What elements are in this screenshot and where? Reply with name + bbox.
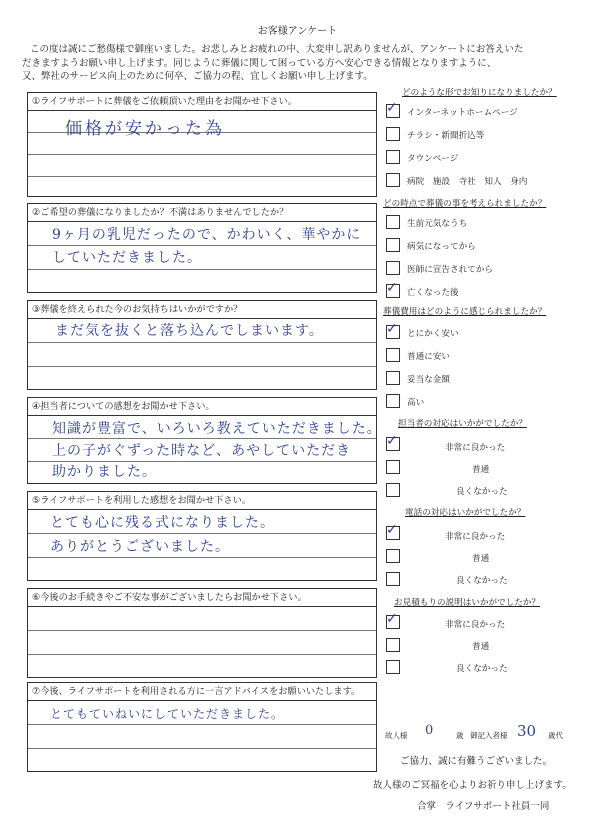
checkbox[interactable]: [386, 215, 400, 229]
option-label: 良くなかった: [456, 576, 508, 586]
condolence-text: 故人様のご冥福を心よりお祈り申し上げます。: [373, 780, 572, 791]
option-label: 普通: [472, 642, 490, 652]
option-label: とにかく安い: [407, 329, 459, 339]
option-label: 妥当な金額: [407, 375, 450, 385]
option-label: 病気になってから: [407, 242, 476, 252]
answer-4-line: 助かりました。: [52, 464, 157, 480]
answer-4-line: 知識が豊富で、いろいろ教えていただきました。: [52, 421, 382, 437]
writer-age-value: 30: [517, 722, 537, 740]
thanks-text: ご協力、誠に有難うございました。: [400, 756, 553, 767]
option-label: チラシ・新聞折込等: [407, 131, 485, 141]
section-heading: どのような形でお知りになりましたか？: [402, 88, 557, 98]
intro-line: 又、弊社のサービス向上のために何卒、ご協力の程、宜しくお願い申し上げます。: [22, 71, 373, 82]
check-mark-icon: ✓: [386, 280, 398, 296]
option-label: インターネットホームページ: [407, 108, 518, 118]
section-heading: お見積もりの説明はいかがでしたか？: [394, 598, 541, 608]
check-mark-icon: ✓: [386, 611, 398, 627]
check-mark-icon: ✓: [386, 100, 398, 116]
checkbox[interactable]: [386, 238, 400, 252]
signature-text: 合掌 ライフサポート社員一同: [417, 801, 550, 812]
answer-2-line: していただきました。: [52, 250, 202, 266]
writer-age-label: 御記入者様: [470, 731, 508, 740]
check-mark-icon: ✓: [386, 433, 398, 449]
option-label: 普通: [472, 465, 490, 475]
checkbox[interactable]: [386, 173, 400, 187]
answer-3-line: まだ気を抜くと落ち込んでしまいます。: [55, 323, 324, 339]
option-label: 非常に良かった: [445, 532, 506, 542]
checkbox[interactable]: [386, 483, 400, 497]
option-label: 普通: [472, 554, 490, 564]
option-label: 良くなかった: [456, 664, 508, 674]
option-label: 非常に良かった: [445, 443, 506, 453]
checkbox[interactable]: [386, 572, 400, 586]
checkbox[interactable]: [386, 371, 400, 385]
checkbox[interactable]: [386, 100, 400, 118]
check-mark-icon: ✓: [386, 321, 398, 337]
option-label: 生前元気なうち: [407, 219, 468, 229]
intro-line: だきますようお願い申し上げます。同じように葬儀に関して困っている方へ安心できる情報となりますように、: [22, 57, 497, 69]
question-label: ③葬儀を終えられた今のお気持ちはいかがですか？: [28, 301, 376, 319]
checkbox[interactable]: [386, 150, 400, 164]
checkbox[interactable]: [386, 394, 400, 408]
checkbox[interactable]: [386, 549, 400, 563]
question-label: ⑦今後、ライフサポートを利用される方に一言アドバイスをお願いいたします。: [28, 683, 376, 701]
question-label: ②ご希望の葬儀になりましたか？不満はありませんでしたか？: [28, 204, 376, 222]
option-label: 医師に宣告されてから: [407, 265, 493, 275]
option-label: 亡くなった後: [407, 288, 459, 298]
option-label: タウンページ: [407, 154, 459, 164]
answer-1-line: 価格が安かった為: [65, 119, 225, 139]
answer-4-line: 上の子がぐずった時など、あやしていただき: [52, 443, 352, 459]
checkbox[interactable]: [386, 611, 400, 629]
intro-line: この度は誠にご愁傷様で御座いました。お悲しみとお疲れの中、大変申し訳ありませんが、アンケートにお答えいた: [30, 44, 524, 55]
option-label: 病院 施設 寺社 知人 身内: [407, 177, 528, 187]
check-mark-icon: ✓: [386, 522, 398, 538]
checkbox[interactable]: [386, 460, 400, 474]
deceased-age-label: 故人様: [385, 731, 408, 740]
question-label: ④担当者についての感想をお聞かせ下さい。: [28, 398, 376, 416]
question-label: ⑥今後のお手続きやご不安な事がございましたらお聞かせ下さい。: [28, 589, 376, 607]
section-heading: 葬儀費用はどのように感じられましたか？: [383, 307, 547, 317]
question-box-3: [27, 300, 377, 390]
answer-5-line: ありがとうございました。: [50, 539, 230, 555]
question-box-7: [27, 682, 377, 772]
question-box-1: [27, 92, 377, 197]
checkbox[interactable]: [386, 321, 400, 339]
checkbox[interactable]: [386, 433, 400, 451]
option-label: 高い: [407, 398, 425, 408]
checkbox[interactable]: [386, 660, 400, 674]
answer-2-line: 9ヶ月の乳児だったので、かわいく、華やかに: [52, 227, 362, 243]
question-label: ⑤ライフサポートを利用した感想をお聞かせ下さい。: [28, 492, 376, 510]
question-box-6: [27, 588, 377, 678]
intro-text: [22, 43, 570, 84]
answer-5-line: とても心に残る式になりました。: [50, 515, 275, 531]
checkbox[interactable]: [386, 348, 400, 362]
option-label: 普通に安い: [407, 352, 450, 362]
checkbox[interactable]: [386, 261, 400, 275]
option-label: 非常に良かった: [445, 620, 506, 630]
deceased-age-unit: 歳: [456, 731, 464, 740]
checkbox[interactable]: [386, 522, 400, 540]
checkbox[interactable]: [386, 127, 400, 141]
option-label: 良くなかった: [456, 487, 508, 497]
checkbox[interactable]: [386, 280, 400, 298]
answer-7-line: とてもていねいにしていただきました。: [50, 707, 285, 721]
section-heading: 担当者の対応はいかがでしたか？: [398, 419, 527, 429]
question-label: ①ライフサポートに葬儀をご依頼頂いた理由をお聞かせ下さい。: [28, 93, 376, 111]
writer-age-unit: 歳代: [548, 731, 563, 740]
deceased-age-value: 0: [425, 723, 434, 738]
survey-title: お客様アンケート: [257, 26, 338, 37]
checkbox[interactable]: [386, 638, 400, 652]
section-heading: 電話の対応はいかがでしたか？: [405, 508, 526, 518]
section-heading: どの時点で葬儀の事を考えられましたか？: [383, 199, 547, 209]
